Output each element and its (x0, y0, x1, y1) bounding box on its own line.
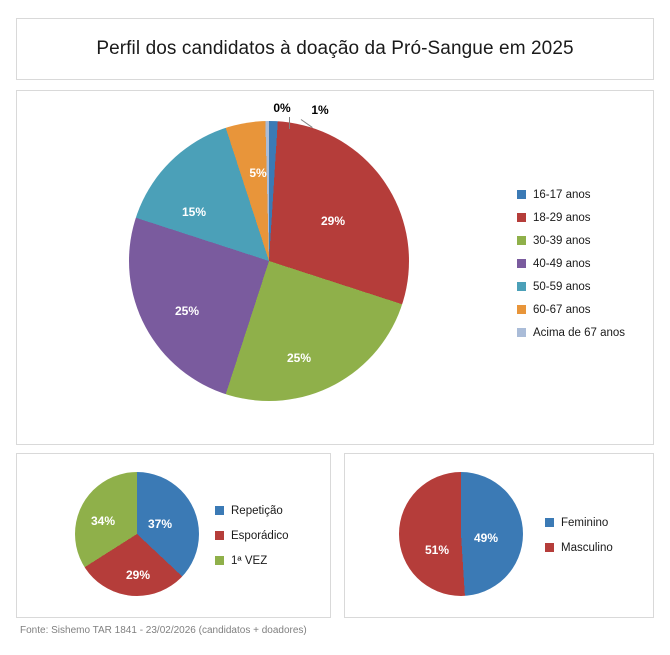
legend-label: Feminino (561, 516, 609, 529)
age-leader-line-acima-67 (289, 117, 290, 129)
legend-swatch-icon (517, 236, 526, 245)
sex-slice-label-masculino: 51% (424, 543, 450, 557)
legend-swatch-icon (517, 259, 526, 268)
legend-label: Esporádico (231, 529, 289, 542)
legend-swatch-icon (215, 506, 224, 515)
frequency-slice-label-esporadico: 29% (125, 568, 151, 582)
age-slice-label-50-59: 15% (181, 205, 207, 219)
legend-swatch-icon (545, 518, 554, 527)
legend-label: 30-39 anos (533, 234, 591, 247)
legend-item-60-67[interactable] (517, 298, 625, 321)
legend-item-feminino[interactable] (545, 510, 613, 535)
donation-frequency-panel (16, 453, 331, 618)
sex-slice-label-feminino: 49% (473, 531, 499, 545)
age-slice-label-acima-67: 0% (273, 101, 291, 115)
age-slice-label-60-67: 5% (249, 166, 267, 180)
legend-item-16-17[interactable] (517, 183, 625, 206)
legend-swatch-icon (517, 282, 526, 291)
frequency-legend (215, 498, 289, 573)
frequency-pie-chart (75, 472, 199, 596)
frequency-slice-label-primeira-vez: 34% (90, 514, 116, 528)
legend-label: 60-67 anos (533, 303, 591, 316)
age-pie-slices (129, 121, 409, 401)
sex-distribution-panel (344, 453, 654, 618)
legend-label: Repetição (231, 504, 283, 517)
legend-swatch-icon (215, 556, 224, 565)
legend-item-40-49[interactable] (517, 252, 625, 275)
legend-item-18-29[interactable] (517, 206, 625, 229)
legend-label: 18-29 anos (533, 211, 591, 224)
legend-swatch-icon (517, 190, 526, 199)
legend-label: 40-49 anos (533, 257, 591, 270)
sex-legend (545, 510, 613, 560)
legend-label: Masculino (561, 541, 613, 554)
legend-item-30-39[interactable] (517, 229, 625, 252)
legend-label: 50-59 anos (533, 280, 591, 293)
sex-pie-chart (399, 472, 523, 596)
legend-swatch-icon (517, 213, 526, 222)
legend-swatch-icon (517, 328, 526, 337)
source-note: Fonte: Sishemo TAR 1841 - 23/02/2026 (candidatos + doadores) (20, 625, 307, 636)
age-legend (517, 183, 625, 344)
legend-label: Acima de 67 anos (533, 326, 626, 339)
legend-swatch-icon (517, 305, 526, 314)
sex-pie-slices (399, 472, 523, 596)
legend-item-primeira-vez[interactable] (215, 548, 289, 573)
age-slice-label-16-17: 1% (311, 103, 329, 117)
legend-item-acima-67[interactable] (517, 321, 625, 344)
legend-swatch-icon (545, 543, 554, 552)
age-pie-chart (129, 101, 409, 401)
frequency-slice-label-repeticao: 37% (147, 517, 173, 531)
legend-label: 1ª VEZ (231, 554, 268, 567)
legend-item-masculino[interactable] (545, 535, 613, 560)
age-distribution-panel (16, 90, 654, 445)
legend-swatch-icon (215, 531, 224, 540)
legend-label: 16-17 anos (533, 188, 591, 201)
legend-item-repeticao[interactable] (215, 498, 289, 523)
page-title: Perfil dos candidatos à doação da Pró-Sangue em 2025 (96, 38, 574, 59)
age-slice-label-18-29: 29% (320, 214, 346, 228)
age-slice-label-40-49: 25% (174, 304, 200, 318)
chart-title-panel (16, 18, 654, 80)
age-slice-label-30-39: 25% (286, 351, 312, 365)
legend-item-50-59[interactable] (517, 275, 625, 298)
legend-item-esporadico[interactable] (215, 523, 289, 548)
